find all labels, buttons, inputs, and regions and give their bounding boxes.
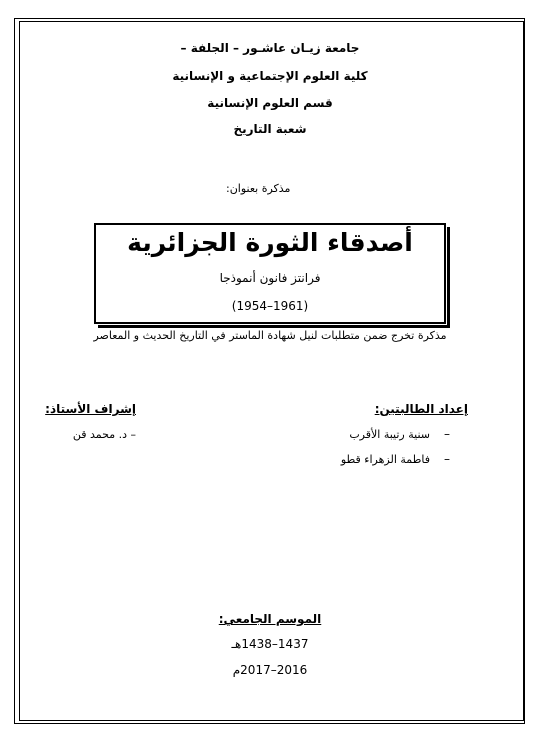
list-bullet: –	[444, 452, 450, 466]
supervisor-heading: إشراف الأستاذ:	[45, 402, 136, 416]
thesis-title: أصدقاء الثورة الجزائرية	[127, 228, 413, 257]
student-name-1: سنية رتيبة الأقرب	[349, 428, 430, 441]
degree-requirement: مذكرة تخرج ضمن متطلبات لنيل شهادة الماستر في التاريخ الحديث و المعاصر	[93, 329, 447, 342]
university-name: جامعة زيـان عاشـور – الجلفة –	[180, 41, 360, 55]
thesis-subtitle: فرانتز فانون أنموذجا	[219, 271, 321, 285]
faculty-name: كلية العلوم الإجتماعية و الإنسانية	[172, 69, 368, 83]
academic-year-heading: الموسم الجامعي:	[218, 612, 322, 626]
department-name: قسم العلوم الإنسانية	[207, 96, 333, 110]
supervisor-name: – د. محمد قن	[72, 428, 136, 441]
students-heading: إعداد الطالبتين:	[374, 402, 468, 416]
list-bullet: –	[444, 427, 450, 441]
branch-name: شعبة التاريخ	[233, 122, 307, 136]
student-name-2: فاطمة الزهراء قطو	[340, 453, 430, 466]
subject-label: مذكرة بعنوان:	[226, 182, 291, 195]
thesis-period: (1954–1961)	[231, 299, 309, 313]
academic-year-gregorian: 2016–2017م	[232, 663, 308, 677]
academic-year-hijri: 1437–1438هـ	[231, 637, 309, 651]
